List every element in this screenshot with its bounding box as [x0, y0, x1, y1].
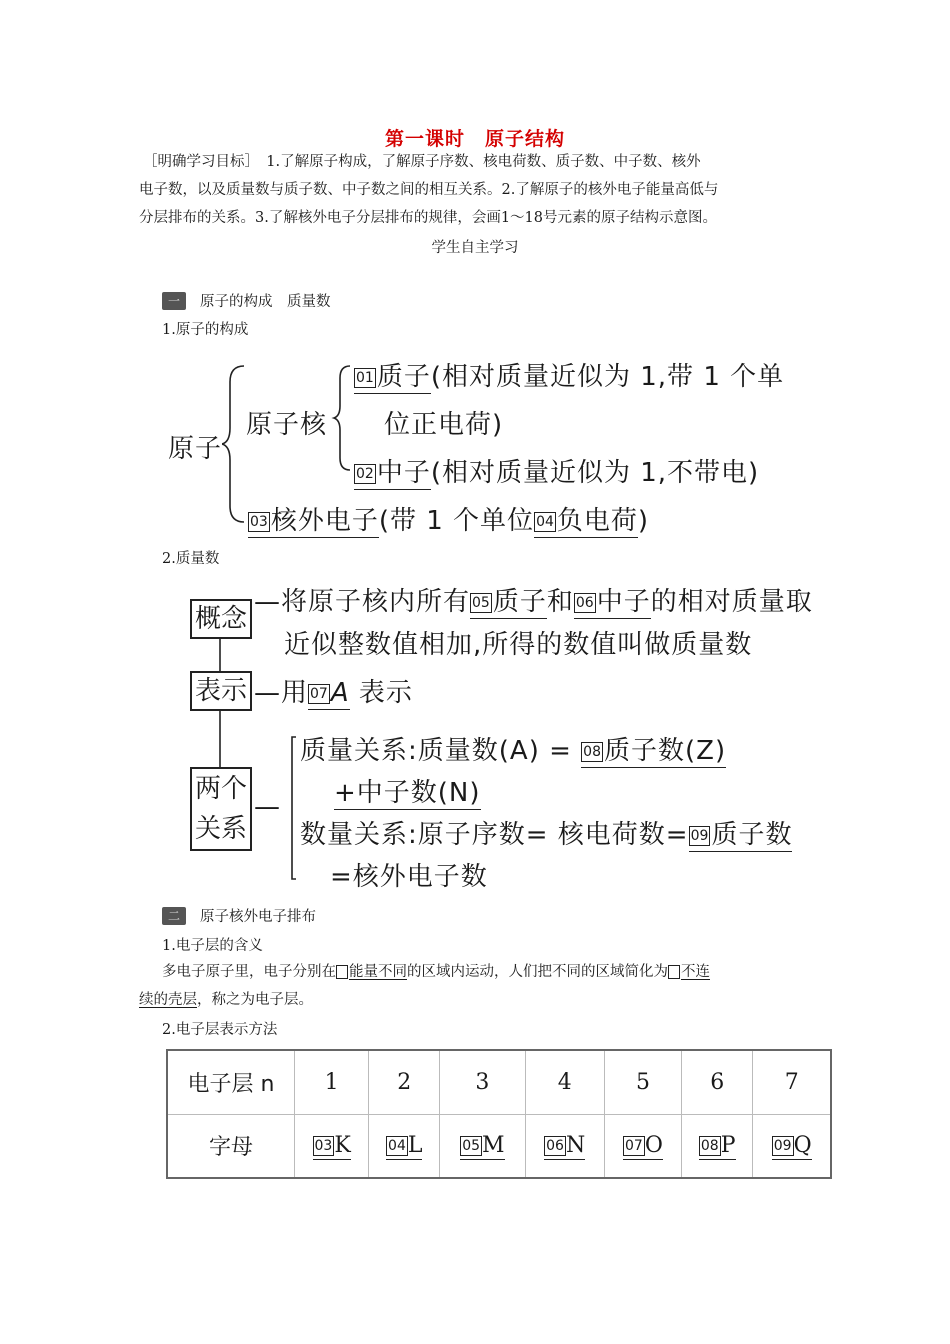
shell-letter: N — [565, 1133, 586, 1159]
shell-def-c: ，称之为电子层。 — [197, 992, 313, 1008]
shell-n-cell: 5 — [604, 1050, 681, 1114]
shell-n-cell: 3 — [440, 1050, 525, 1114]
section-1-heading — [162, 290, 331, 311]
concept-a: —将原子核内所有 — [254, 587, 471, 617]
concept-and: 和 — [546, 587, 574, 617]
relation-1-c: +中子数(N) — [334, 778, 481, 808]
shell-letter-cell — [682, 1114, 753, 1178]
shell-n-cell: 1 — [295, 1050, 369, 1114]
blank-02: 02 — [356, 465, 374, 482]
shell-letter-cell — [369, 1114, 440, 1178]
blank-box-icon — [668, 965, 680, 979]
shell-def-a: 多电子原子里，电子分别在 — [162, 964, 336, 980]
objectives-line-3: 分层排布的关系。3.了解核外电子分层排布的规律，会画1～18号元素的原子结构示意图。 — [139, 210, 718, 226]
electron-text: 核外电子 — [270, 506, 379, 536]
section-1-sub-2: 2.质量数 — [162, 551, 220, 567]
shell-letter-cell — [295, 1114, 369, 1178]
section-2-sub-1: 1.电子层的含义 — [162, 938, 263, 954]
symbol-A: A — [330, 678, 350, 708]
concept-proton: 质子 — [492, 587, 547, 617]
shell-def-u2-text: 不连 — [681, 964, 710, 980]
proton-text: 质子 — [376, 362, 431, 392]
relation-2-a: 数量关系:原子序数= 核电荷数= — [300, 820, 689, 850]
shell-n-cell: 2 — [369, 1050, 440, 1114]
shell-def-u2 — [668, 964, 710, 980]
relation-1-line-1 — [300, 730, 726, 767]
shell-n-cell: 7 — [753, 1050, 831, 1114]
electron-desc-a: (带 1 个单位 — [378, 506, 535, 536]
blank-06: 06 — [575, 594, 594, 611]
page-title: 第一课时 原子结构 — [384, 128, 565, 150]
nucleus-label: 原子核 — [246, 410, 328, 440]
neutron-text: 中子 — [376, 458, 431, 488]
shell-def-b: 的区域内运动，人们把不同的区域简化为 — [407, 964, 668, 980]
proton-line — [354, 356, 784, 393]
negative-text: 负电荷 — [556, 506, 638, 536]
shell-def-u1-text: 能量不同 — [349, 964, 407, 980]
shell-letter: L — [407, 1133, 423, 1159]
shell-letter: K — [334, 1133, 351, 1159]
blank-num: 03 — [314, 1138, 333, 1155]
table-row — [167, 1114, 831, 1178]
study-heading: 学生自主学习 — [431, 240, 519, 256]
shell-letter: Q — [793, 1133, 812, 1159]
shell-letter: P — [720, 1133, 736, 1159]
blank-03: 03 — [250, 513, 268, 530]
electron-desc-b: ) — [637, 506, 650, 536]
blank-num: 07 — [625, 1138, 643, 1155]
concept-line-2: 近似整数值相加,所得的数值叫做质量数 — [284, 630, 753, 660]
shell-letter: M — [482, 1133, 505, 1159]
shell-letter-cell — [525, 1114, 604, 1178]
section-2-tag: 二 — [162, 907, 186, 925]
shell-n-cell: 6 — [682, 1050, 753, 1114]
atom-label: 原子 — [168, 434, 223, 464]
proton-desc-1: (相对质量近似为 1,带 1 个单 — [430, 362, 785, 392]
blank-num: 06 — [546, 1138, 564, 1155]
relations-label: 两个关系 — [194, 774, 247, 844]
blank-num: 09 — [773, 1138, 792, 1155]
blank-09: 09 — [690, 827, 709, 844]
relations-box — [190, 767, 252, 851]
blank-01: 01 — [356, 369, 374, 386]
blank-num: 08 — [700, 1138, 719, 1155]
blank-num: 04 — [388, 1138, 406, 1155]
objectives-line-2: 电子数，以及质量数与质子数、中子数之间的相互关系。2.了解原子的核外电子能量高低与 — [139, 182, 719, 198]
relation-1-a: 质量关系:质量数(A) = — [300, 736, 582, 766]
shell-definition-line-2 — [139, 986, 819, 1014]
objectives-line-1: ［明确学习目标］ 1.了解原子构成，了解原子序数、核电荷数、质子数、中子数、核外 — [143, 154, 701, 170]
blank-num: 05 — [462, 1138, 481, 1155]
represent-a: —用 — [254, 678, 309, 708]
shell-letter-label: 字母 — [167, 1114, 295, 1178]
relations-dash: — — [254, 792, 281, 822]
section-2-sub-2: 2.电子层表示方法 — [162, 1022, 278, 1038]
electron-line — [248, 500, 649, 537]
shell-letter: O — [644, 1133, 663, 1159]
relation-2-line-1 — [300, 814, 792, 851]
shell-letter-cell — [440, 1114, 525, 1178]
represent-b: 表示 — [349, 678, 413, 708]
section-1-title: 原子的构成 质量数 — [200, 294, 331, 310]
represent-line — [254, 672, 413, 709]
concept-b: 的相对质量取 — [650, 587, 813, 617]
shell-table — [166, 1049, 832, 1179]
shell-n-label: 电子层 n — [167, 1050, 295, 1114]
blank-08: 08 — [583, 743, 601, 760]
concept-line-1 — [254, 581, 813, 618]
blank-04: 04 — [536, 513, 554, 530]
section-2-title: 原子核外电子排布 — [200, 909, 316, 925]
section-1-tag: 一 — [162, 292, 186, 310]
concept-neutron: 中子 — [596, 587, 651, 617]
neutron-line — [354, 452, 759, 489]
blank-07: 07 — [310, 685, 328, 702]
shell-letter-cell — [604, 1114, 681, 1178]
shell-def-u1 — [336, 964, 407, 980]
shell-definition-line-1 — [162, 958, 812, 986]
relation-1-line-2 — [334, 772, 481, 809]
section-2-heading — [162, 905, 316, 926]
table-row — [167, 1050, 831, 1114]
shell-letter-cell — [753, 1114, 831, 1178]
section-1-sub-1: 1.原子的构成 — [162, 322, 249, 338]
proton-desc-2: 位正电荷) — [384, 410, 504, 440]
relation-2-line-2: =核外电子数 — [330, 862, 488, 892]
shell-n-cell: 4 — [525, 1050, 604, 1114]
blank-05: 05 — [472, 594, 490, 611]
relation-2-b: 质子数 — [711, 820, 793, 850]
relation-1-b: 质子数(Z) — [603, 736, 727, 766]
neutron-desc: (相对质量近似为 1,不带电) — [430, 458, 760, 488]
shell-def-u3: 续的壳层 — [139, 992, 197, 1008]
blank-box-icon — [336, 965, 348, 979]
concept-box: 概念 — [190, 599, 252, 639]
represent-box: 表示 — [190, 671, 252, 711]
